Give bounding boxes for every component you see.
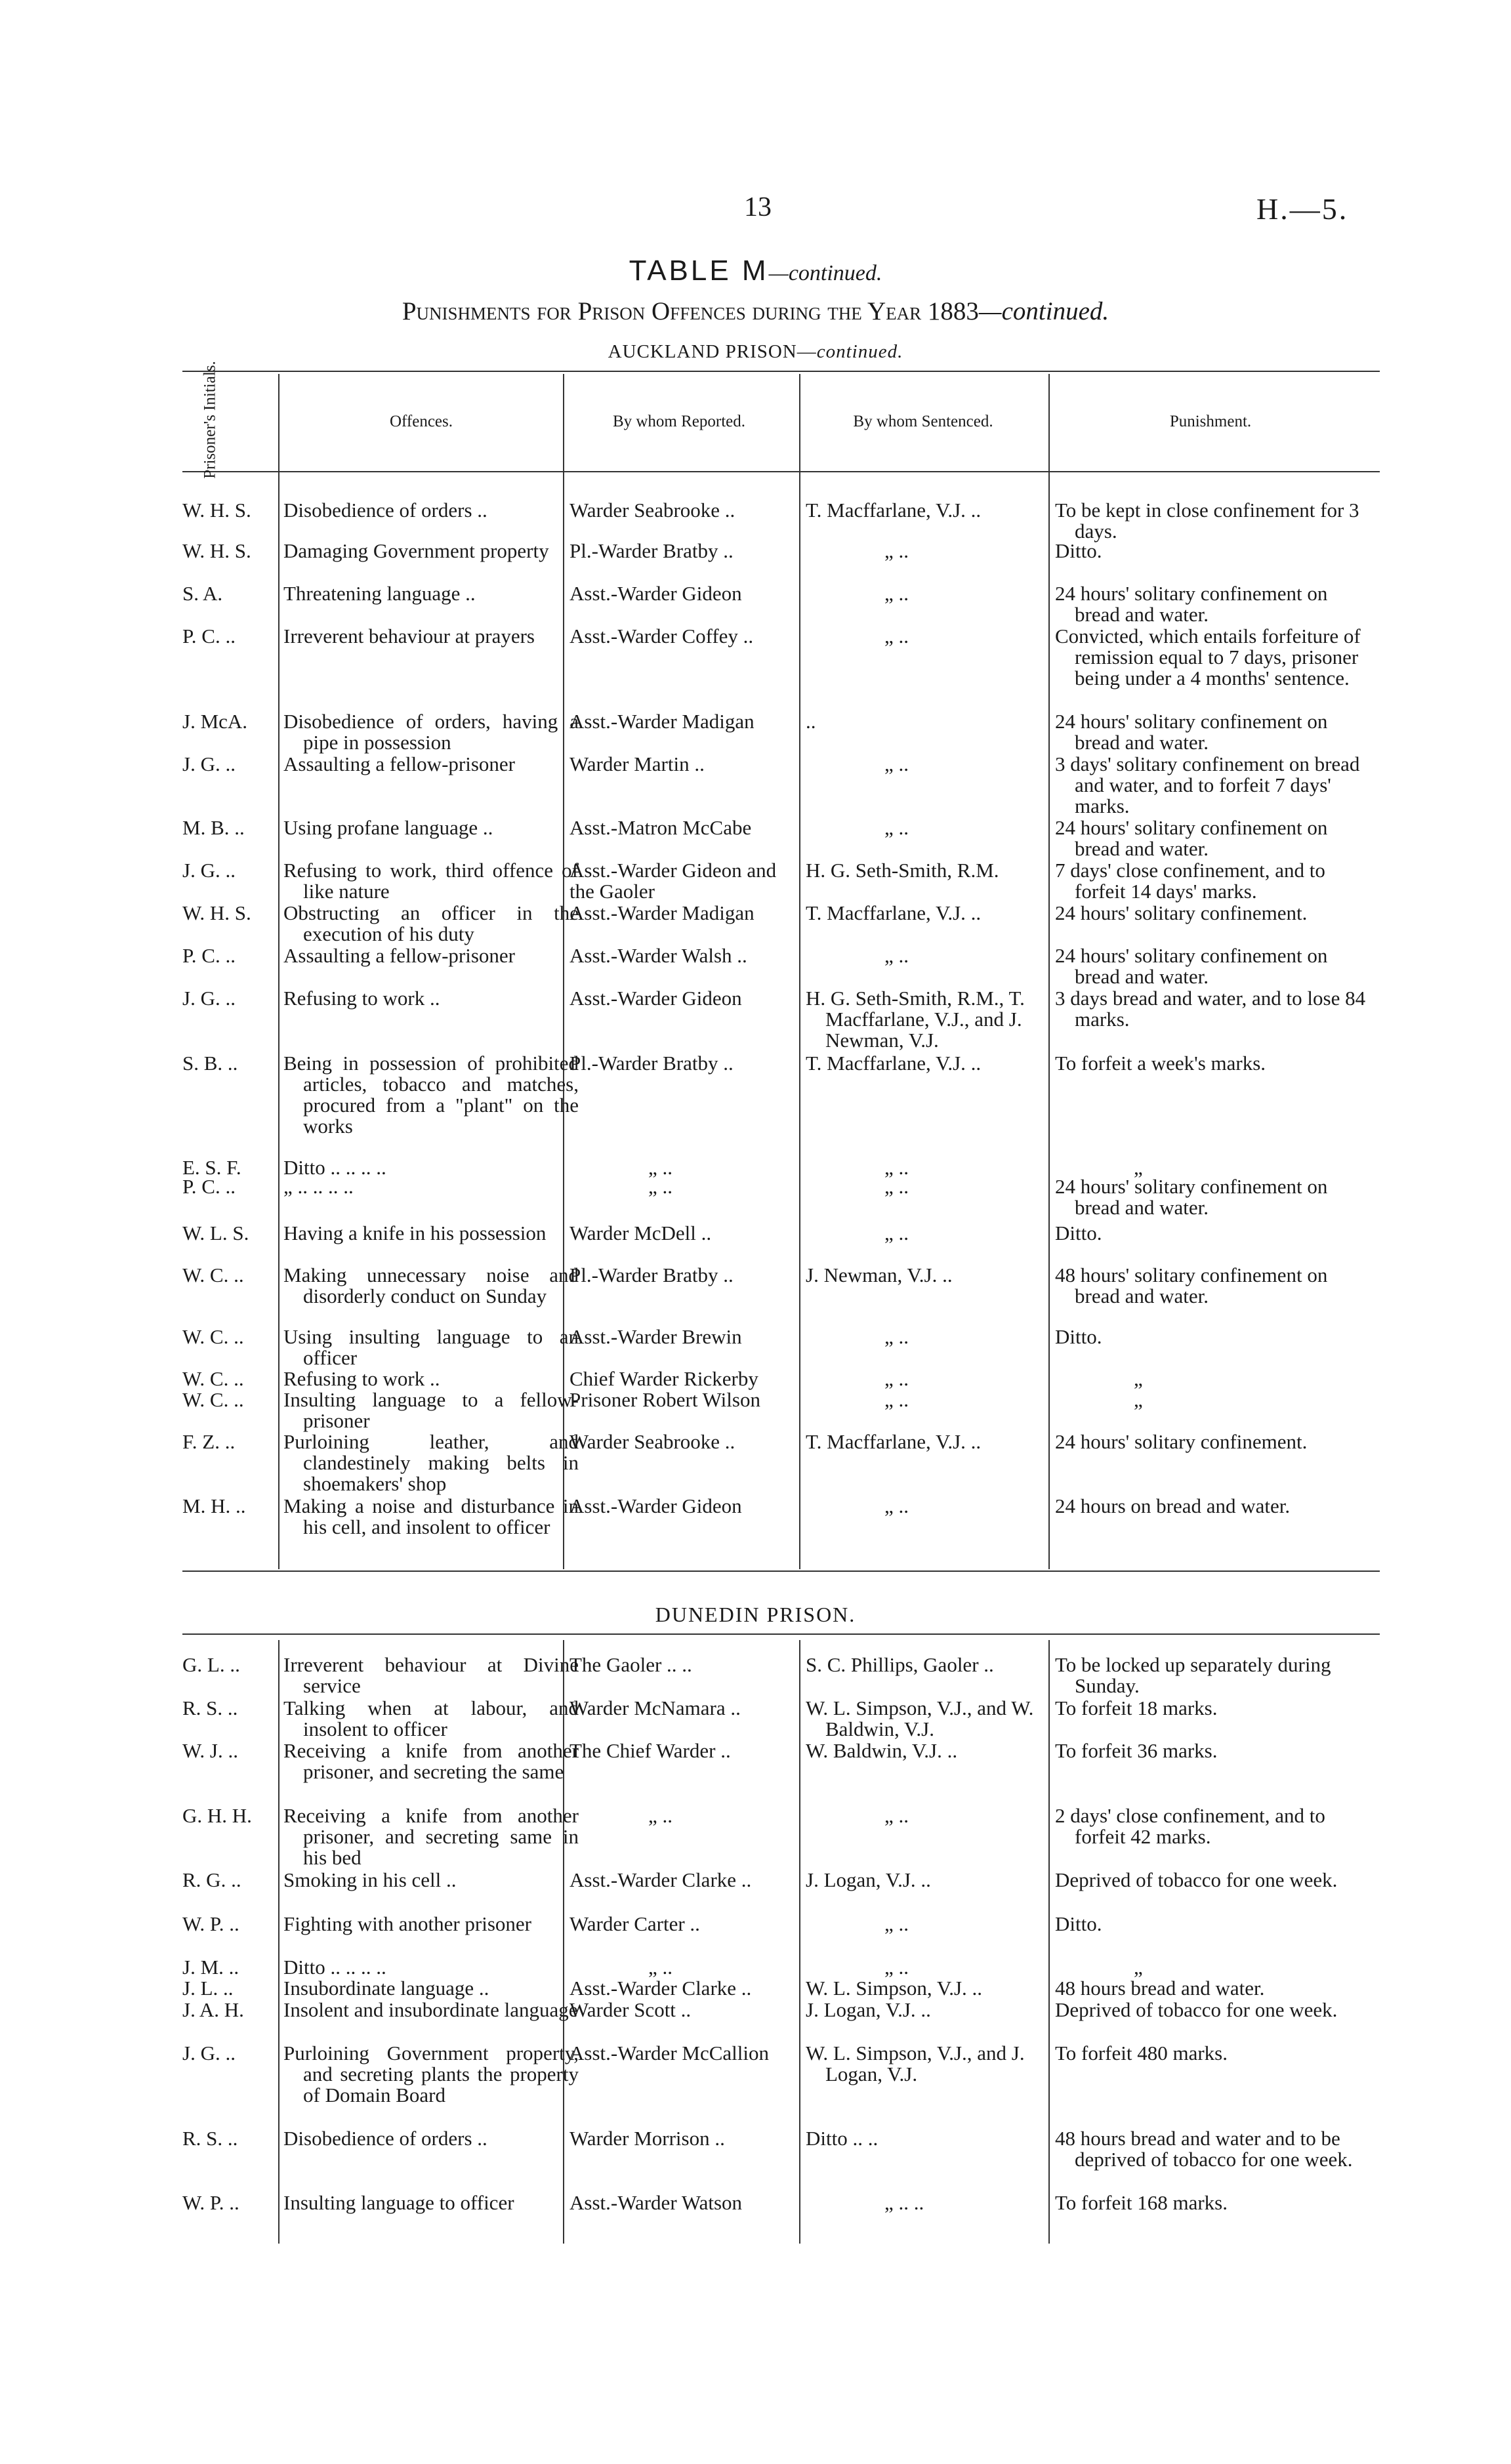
reported-by-cell: Asst.-Warder McCallion	[569, 2042, 769, 2064]
document-code: H.—5.	[1256, 192, 1349, 226]
prisoner-initials: P. C. ..	[182, 625, 236, 647]
offence-cell: Purloining Government property, and secreting plants the property of Domain Board	[283, 2042, 579, 2106]
prisoner-initials: W. P. ..	[182, 2191, 239, 2214]
sentenced-by-cell: T. Macffarlane, V.J. ..	[806, 901, 982, 924]
reported-by-cell: Prisoner Robert Wilson	[569, 1388, 760, 1411]
punishment-cell: Ditto.	[1055, 1222, 1102, 1244]
offence-cell: Refusing to work ..	[283, 987, 440, 1010]
header-bottom-rule	[182, 471, 1380, 472]
sentenced-by-cell: „ ..	[884, 752, 909, 775]
prisoner-initials: J. McA.	[182, 710, 248, 733]
offence-cell: Fighting with another prisoner	[283, 1912, 531, 1935]
offence-cell: Irreverent behaviour at prayers	[283, 625, 535, 647]
sentenced-by-cell: „ ..	[884, 944, 909, 967]
punishment-cell: 24 hours' solitary confinement on bread and water.	[1055, 1175, 1328, 1219]
reported-by-cell: Pl.-Warder Bratby ..	[569, 539, 734, 562]
punishment-cell: 48 hours bread and water.	[1055, 1977, 1265, 2000]
punishment-cell: 24 hours' solitary confinement on bread and water.	[1055, 944, 1328, 988]
prisoner-initials: W. C. ..	[182, 1388, 244, 1411]
punishment-cell: 24 hours' solitary confinement on bread and water.	[1055, 816, 1328, 860]
offence-cell: Smoking in his cell ..	[283, 1868, 457, 1891]
prisoner-initials: G. L. ..	[182, 1653, 240, 1676]
sentenced-by-cell: Ditto .. ..	[806, 2127, 879, 2150]
offence-cell: Insulting language to a fellow-prisoner	[283, 1388, 579, 1432]
reported-by-cell: Asst.-Warder Walsh ..	[569, 944, 747, 967]
sentenced-by-cell: W. L. Simpson, V.J. ..	[806, 1977, 983, 2000]
prisoner-initials: W. C. ..	[182, 1263, 244, 1286]
punishment-cell: 24 hours' solitary confinement.	[1055, 901, 1308, 924]
table-subtitle	[0, 297, 1511, 326]
sentenced-by-cell: „ ..	[884, 1175, 909, 1198]
col-header-punishment: Punishment.	[1169, 413, 1252, 430]
reported-by-cell: Warder Martin ..	[569, 752, 705, 775]
punishment-cell: To forfeit 168 marks.	[1055, 2191, 1228, 2214]
reported-by-cell: Asst.-Matron McCabe	[569, 816, 752, 839]
reported-by-cell: Warder Seabrooke ..	[569, 499, 735, 522]
prisoner-initials: W. J. ..	[182, 1739, 238, 1762]
reported-by-cell: Asst.-Warder Clarke ..	[569, 1977, 752, 2000]
punishment-cell: 2 days' close confinement, and to forfeit 42 marks.	[1055, 1804, 1325, 1848]
auckland-title-suffix: continued.	[816, 341, 903, 362]
reported-by-cell: The Gaoler .. ..	[569, 1653, 692, 1676]
auckland-bottom-rule	[182, 1571, 1380, 1572]
offence-cell: Insolent and insubordinate language	[283, 1998, 578, 2021]
offence-cell: Disobedience of orders ..	[283, 499, 487, 522]
sentenced-by-cell: J. Logan, V.J. ..	[806, 1998, 931, 2021]
reported-by-cell: Asst.-Warder Gideon and the Gaoler	[569, 859, 777, 903]
offence-cell: Using profane language ..	[283, 816, 493, 839]
sentenced-by-cell: „ ..	[884, 1325, 909, 1348]
sentenced-by-cell: „ ..	[884, 1367, 909, 1390]
punishment-cell: To forfeit 18 marks.	[1055, 1696, 1218, 1719]
sentenced-by-cell: W. Baldwin, V.J. ..	[806, 1739, 958, 1762]
offence-cell: Obstructing an officer in the execution of his duty	[283, 901, 579, 945]
punishment-cell: To forfeit 480 marks.	[1055, 2042, 1228, 2064]
punishment-cell: Ditto.	[1055, 1325, 1102, 1348]
prisoner-initials: F. Z. ..	[182, 1430, 236, 1453]
offence-cell: Damaging Government property	[283, 539, 549, 562]
offence-cell: Ditto .. .. .. ..	[283, 1956, 386, 1979]
prisoner-initials: W. L. S.	[182, 1222, 249, 1244]
offence-cell: Ditto .. .. .. ..	[283, 1156, 386, 1179]
table-title-suffix: —continued.	[768, 261, 882, 285]
reported-by-cell: Warder McNamara ..	[569, 1696, 741, 1719]
offence-cell: Refusing to work, third offence of like nature	[283, 859, 579, 903]
punishment-cell: 7 days' close confinement, and to forfeit 14 days' marks.	[1055, 859, 1325, 903]
offence-cell: Insulting language to officer	[283, 2191, 514, 2214]
dunedin-section-title: DUNEDIN PRISON.	[655, 1603, 856, 1626]
punishment-cell: 48 hours bread and water and to be deprived of tobacco for one week.	[1055, 2127, 1353, 2171]
prisoner-initials: S. B. ..	[182, 1052, 238, 1075]
col-divider	[278, 374, 279, 1569]
offence-cell: Purloining leather, and clandestinely making belts in shoemakers' shop	[283, 1430, 579, 1495]
col-divider	[278, 1640, 279, 2244]
punishment-cell: 24 hours' solitary confinement on bread and water.	[1055, 582, 1328, 626]
sentenced-by-cell: S. C. Phillips, Gaoler ..	[806, 1653, 994, 1676]
sentenced-by-cell: H. G. Seth-Smith, R.M.	[806, 859, 999, 882]
punishment-cell: 24 hours on bread and water.	[1055, 1494, 1291, 1517]
offence-cell: Receiving a knife from another prisoner, and secreting the same	[283, 1739, 579, 1783]
sentenced-by-cell: „ ..	[884, 1494, 909, 1517]
prisoner-initials: M. H. ..	[182, 1494, 246, 1517]
punishment-cell: 24 hours' solitary confinement.	[1055, 1430, 1308, 1453]
reported-by-cell: „ ..	[648, 1156, 673, 1179]
offence-cell: „ .. .. .. ..	[283, 1175, 354, 1198]
punishment-cell: To be kept in close confinement for 3 days.	[1055, 499, 1359, 543]
sentenced-by-cell: „ ..	[884, 1956, 909, 1979]
sentenced-by-cell: J. Logan, V.J. ..	[806, 1868, 931, 1891]
prisoner-initials: W. P. ..	[182, 1912, 239, 1935]
punishment-cell: „	[1134, 1956, 1143, 1979]
reported-by-cell: Warder Carter ..	[569, 1912, 700, 1935]
reported-by-cell: Chief Warder Rickerby	[569, 1367, 758, 1390]
prisoner-initials: J. G. ..	[182, 2042, 236, 2064]
reported-by-cell: Asst.-Warder Gideon	[569, 987, 742, 1010]
reported-by-cell: Pl.-Warder Bratby ..	[569, 1052, 734, 1075]
prisoner-initials: S. A.	[182, 582, 223, 605]
col-header-offences: Offences.	[389, 413, 453, 430]
sentenced-by-cell: „ ..	[884, 582, 909, 605]
prisoner-initials: J. G. ..	[182, 859, 236, 882]
col-header-reported: By whom Reported.	[612, 413, 746, 430]
punishment-cell: „	[1134, 1367, 1143, 1390]
page-number: 13	[744, 192, 772, 222]
offence-cell: Using insulting language to an officer	[283, 1325, 579, 1369]
table-title	[0, 255, 1511, 287]
offence-cell: Receiving a knife from another prisoner, and secreting same in his bed	[283, 1804, 579, 1869]
auckland-section-title	[0, 341, 1511, 363]
punishment-cell: Ditto.	[1055, 1912, 1102, 1935]
prisoner-initials: R. G. ..	[182, 1868, 241, 1891]
sentenced-by-cell: „ ..	[884, 1804, 909, 1827]
offence-cell: Having a knife in his possession	[283, 1222, 547, 1244]
prisoner-initials: W. C. ..	[182, 1325, 244, 1348]
col-divider	[799, 374, 800, 1569]
prisoner-initials: W. C. ..	[182, 1367, 244, 1390]
sentenced-by-cell: T. Macffarlane, V.J. ..	[806, 1052, 982, 1075]
punishment-cell: To forfeit a week's marks.	[1055, 1052, 1266, 1075]
punishment-cell: 3 days' solitary confinement on bread and water, and to forfeit 7 days' marks.	[1055, 752, 1360, 817]
prisoner-initials: J. A. H.	[182, 1998, 244, 2021]
sentenced-by-cell: T. Macffarlane, V.J. ..	[806, 1430, 982, 1453]
prisoner-initials: J. G. ..	[182, 752, 236, 775]
prisoner-initials: P. C. ..	[182, 944, 236, 967]
offence-cell: Assaulting a fellow-prisoner	[283, 752, 515, 775]
prisoner-initials: M. B. ..	[182, 816, 245, 839]
prisoner-initials: W. H. S.	[182, 539, 251, 562]
sentenced-by-cell: „ ..	[884, 1156, 909, 1179]
table-subtitle-main: Punishments for Prison Offences during the Year 1883	[402, 297, 979, 325]
punishment-cell: „	[1134, 1388, 1143, 1411]
sentenced-by-cell: W. L. Simpson, V.J., and J. Logan, V.J.	[806, 2042, 1025, 2085]
offence-cell: Insubordinate language ..	[283, 1977, 489, 2000]
punishment-cell: To forfeit 36 marks.	[1055, 1739, 1218, 1762]
punishment-cell: Convicted, which entails forfeiture of remission equal to 7 days, prisoner being under a 4 months' sentence.	[1055, 625, 1361, 689]
reported-by-cell: Asst.-Warder Madigan	[569, 710, 755, 733]
reported-by-cell: Warder McDell ..	[569, 1222, 712, 1244]
sentenced-by-cell: „ ..	[884, 1912, 909, 1935]
auckland-title: AUCKLAND PRISON—	[608, 341, 817, 362]
reported-by-cell: Asst.-Warder Madigan	[569, 901, 755, 924]
reported-by-cell: Asst.-Warder Clarke ..	[569, 1868, 752, 1891]
dunedin-top-rule	[182, 1633, 1380, 1635]
table-title-main: TABLE M	[629, 255, 769, 287]
col-divider	[799, 1640, 800, 2244]
punishment-cell: Deprived of tobacco for one week.	[1055, 1868, 1338, 1891]
offence-cell: Assaulting a fellow-prisoner	[283, 944, 515, 967]
offence-cell: Talking when at labour, and insolent to officer	[283, 1696, 579, 1740]
prisoner-initials: P. C. ..	[182, 1175, 236, 1198]
prisoner-initials: E. S. F.	[182, 1156, 241, 1179]
reported-by-cell: Asst.-Warder Watson	[569, 2191, 743, 2214]
punishment-cell: Ditto.	[1055, 539, 1102, 562]
reported-by-cell: „ ..	[648, 1175, 673, 1198]
table-subtitle-suffix: —continued.	[978, 297, 1109, 325]
sentenced-by-cell: „ ..	[884, 539, 909, 562]
offence-cell: Making unnecessary noise and disorderly conduct on Sunday	[283, 1263, 579, 1307]
reported-by-cell: Pl.-Warder Bratby ..	[569, 1263, 734, 1286]
punishment-cell: To be locked up separately during Sunday.	[1055, 1653, 1331, 1697]
offence-cell: Irreverent behaviour at Divine service	[283, 1653, 579, 1697]
offence-cell: Making a noise and disturbance in his cell, and insolent to officer	[283, 1494, 579, 1538]
offence-cell: Refusing to work ..	[283, 1367, 440, 1390]
col-header-initials: Prisoner's Initials.	[201, 361, 219, 479]
reported-by-cell: Asst.-Warder Gideon	[569, 582, 742, 605]
reported-by-cell: „ ..	[648, 1956, 673, 1979]
prisoner-initials: J. M. ..	[182, 1956, 239, 1979]
punishment-cell: „	[1134, 1156, 1143, 1179]
reported-by-cell: „ ..	[648, 1804, 673, 1827]
sentenced-by-cell: „ ..	[884, 625, 909, 647]
sentenced-by-cell: ..	[806, 710, 816, 733]
offence-cell: Disobedience of orders ..	[283, 2127, 487, 2150]
offence-cell: Being in possession of prohibited articles, tobacco and matches, procured from a "plant" on the works	[283, 1052, 579, 1138]
prisoner-initials: R. S. ..	[182, 1696, 238, 1719]
sentenced-by-cell: „ ..	[884, 1222, 909, 1244]
header-top-rule	[182, 371, 1380, 372]
punishment-cell: Deprived of tobacco for one week.	[1055, 1998, 1338, 2021]
sentenced-by-cell: J. Newman, V.J. ..	[806, 1263, 953, 1286]
reported-by-cell: Asst.-Warder Brewin	[569, 1325, 742, 1348]
sentenced-by-cell: „ .. ..	[884, 2191, 924, 2214]
reported-by-cell: Asst.-Warder Gideon	[569, 1494, 742, 1517]
prisoner-initials: W. H. S.	[182, 499, 251, 522]
reported-by-cell: The Chief Warder ..	[569, 1739, 731, 1762]
sentenced-by-cell: T. Macffarlane, V.J. ..	[806, 499, 982, 522]
sentenced-by-cell: H. G. Seth-Smith, R.M., T. Macffarlane, V.J., and J. Newman, V.J.	[806, 987, 1025, 1052]
prisoner-initials: G. H. H.	[182, 1804, 252, 1827]
col-header-sentenced: By whom Sentenced.	[853, 413, 993, 430]
reported-by-cell: Warder Seabrooke ..	[569, 1430, 735, 1453]
offence-cell: Threatening language ..	[283, 582, 476, 605]
punishment-cell: 3 days bread and water, and to lose 84 marks.	[1055, 987, 1366, 1031]
reported-by-cell: Warder Scott ..	[569, 1998, 692, 2021]
sentenced-by-cell: „ ..	[884, 816, 909, 839]
punishment-cell: 24 hours' solitary confinement on bread and water.	[1055, 710, 1328, 754]
punishment-cell: 48 hours' solitary confinement on bread and water.	[1055, 1263, 1328, 1307]
prisoner-initials: J. L. ..	[182, 1977, 234, 2000]
reported-by-cell: Asst.-Warder Coffey ..	[569, 625, 754, 647]
sentenced-by-cell: „ ..	[884, 1388, 909, 1411]
prisoner-initials: R. S. ..	[182, 2127, 238, 2150]
reported-by-cell: Warder Morrison ..	[569, 2127, 725, 2150]
prisoner-initials: W. H. S.	[182, 901, 251, 924]
offence-cell: Disobedience of orders, having a pipe in possession	[283, 710, 579, 754]
sentenced-by-cell: W. L. Simpson, V.J., and W. Baldwin, V.J.	[806, 1696, 1034, 1740]
prisoner-initials: J. G. ..	[182, 987, 236, 1010]
